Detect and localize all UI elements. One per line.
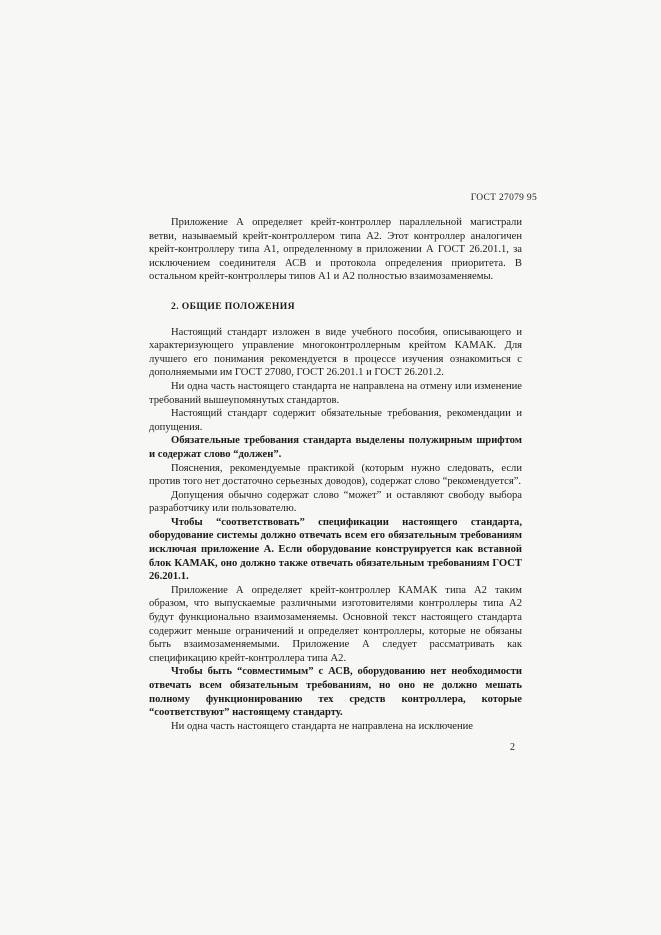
page-number: 2 [510, 742, 515, 753]
paragraph-permissions: Допущения обычно содержат слово “может” и оставляют свободу выбора разработчику или пользователю. [149, 489, 522, 515]
paragraph-exclusion: Ни одна часть настоящего стандарта не направлена на исключение [171, 720, 474, 732]
running-header: ГОСТ 27079 95 [470, 193, 537, 203]
paragraph-contents: Настоящий стандарт содержит обязательные требования, рекомендации и допущения. [149, 408, 522, 433]
body-text [149, 216, 522, 733]
paragraph-no-cancel: Ни одна часть настоящего стандарта не направлена на отмену или изменение требований вышеупомянутых стандартов. [149, 380, 522, 406]
paragraph-conformance: Чтобы “соответствовать” спецификации настоящего стандарта, оборудование системы должно отвечать всем его обязательным требованиям исключая приложение А. Если оборудование конструируется как вставной блок КАМАК, оно должно также отвечать обязательным требованиям ГОСТ 26.201.1. [149, 516, 522, 583]
paragraph-appendix-a: Приложение А определяет крейт-контроллер параллельной магистрали ветви, называемый крейт-контроллером типа А2. Этот контроллер аналогичен крейт-контроллеру типа А1, определенному в приложении А ГОСТ 26.201.1, за исключением соединителя АСВ и протокола определения приоритета. В остальном крейт-контроллеры типов А1 и А2 полностью взаимозаменяемы. [149, 217, 522, 283]
paragraph-compatibility: Чтобы быть “совместимым” с АСВ, оборудованию нет необходимости отвечать всем обязательным требованиям, но оно не должно мешать полному функционированию тех средств контроллера, которые “соответствуют” настоящему стандарту. [149, 666, 522, 719]
paragraph-tutorial: Настоящий стандарт изложен в виде учебного пособия, описывающего и характеризующего управление многоконтроллерным крейтом КАМАК. Для лучшего его понимания рекомендуется в процессе изучения ознакомиться с дополняемыми им ГОСТ 27080, ГОСТ 26.201.1 и ГОСТ 26.201.2. [149, 326, 522, 379]
paragraph-recommendations: Пояснения, рекомендуемые практикой (которым нужно следовать, если против того нет достаточно серьезных доводов), содержат слово “рекомендуется”. [149, 462, 522, 488]
paragraph-appendix-a-spec: Приложение А определяет крейт-контроллер КАМАК типа А2 таким образом, что выпускаемые различными изготовителями контроллеры типа А2 будут функционально взаимозаменяемы. Основной текст настоящего стандарта содержит меньше ограничений и определяет контроллеры, которые не обязаны быть взаимозаменяемыми. Приложение А следует рассматривать как спецификацию крейт-контроллера типа А2. [149, 584, 522, 664]
paragraph-mandatory: Обязательные требования стандарта выделены полужирным шрифтом и содержат слово “должен”. [149, 435, 522, 460]
section-heading: 2. ОБЩИЕ ПОЛОЖЕНИЯ [171, 300, 295, 312]
